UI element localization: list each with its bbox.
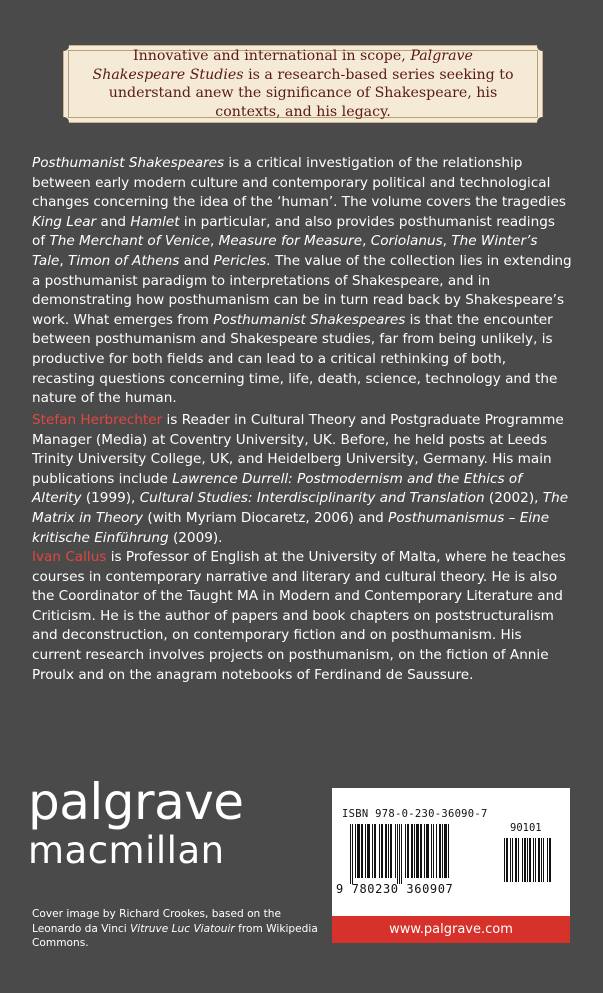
barcode-bar [433,824,434,878]
url-text: www.palgrave.com [389,922,513,937]
barcode-bar [399,824,400,884]
barcode-bar [379,824,380,878]
text-run: and [179,252,214,269]
barcode-bar [547,838,548,882]
barcode-bar [535,838,536,882]
barcode-bar [361,824,363,878]
book-description [32,154,572,409]
text-run: Cover image by Richard Crookes, based on the Leonardo da Vinci [32,908,282,935]
text-run: and [96,213,131,230]
author-bio-herbrechter [32,411,572,548]
barcode-bar [401,824,402,884]
barcode-bar [515,838,517,882]
play-title: King Lear [32,213,97,230]
text-run: . The value of the collection lies in extending a posthumanist paradigm to interpretations of Shakespeare, and in demonstrating how posthumanism can be in turn read back by Shakespeare’s work. What emerges from [32,252,572,328]
barcode-bar [357,824,360,878]
image-title: Vitruve Luc Viatouir [130,922,235,935]
box-corner-notch [59,117,69,127]
barcode-bar [426,824,429,878]
play-title: Hamlet [130,213,180,230]
series-blurb-part: Innovative and international in scope, [133,48,411,64]
barcode-bar [543,838,544,882]
barcode-bar [352,824,353,884]
work-title: Cultural Studies: Interdisciplinarity and Translation [139,490,485,507]
text-run: , [209,233,219,250]
series-name: Palgrave Shakespeare Studies [92,48,473,83]
play-title: Timon of Athens [68,252,180,269]
author-name: Ivan Callus [32,549,107,565]
barcode-bar [405,824,406,878]
play-title: Coriolanus [370,233,443,250]
publisher-logo [28,773,244,872]
work-title: The Matrix in Theory [32,490,569,526]
play-title: The Merchant of Venice [49,233,210,250]
barcode-bar [444,824,447,878]
book-title-italic: Posthumanist Shakespeares [32,155,225,171]
text-run: , [442,233,452,250]
text-run: is Reader in Cultural Theory and Postgraduate Programme Manager (Media) at Coventry University, UK. Before, he held posts at Leeds Trinity University College, UK, and Heidelberg University, Germany. His main publications include [32,412,564,487]
work-title: Posthumanismus – Eine kritische Einführung [32,509,550,546]
barcode-bar [522,838,523,882]
barcode-bar [529,838,531,882]
series-blurb-part: is a research-based series seeking to understand anew the significance of Shakespeare, his contexts, and his legacy. [108,66,514,120]
text-run: is Professor of English at the University of Malta, where he teaches courses in contemporary narrative and literary and cultural theory. He is also the Coordinator of the Taught MA in Modern and Contemporary Literature and Criticism. He is the author of papers and book chapters on poststructuralism and deconstruction, on contemporary fiction and on posthumanism. His current research involves projects on posthumanism, on the fiction of Annie Proulx and on the anagram notebooks of Ferdinand de Saussure. [32,549,566,683]
text-run: in particular, and also provides posthumanist readings of [32,213,555,250]
barcode-bar [372,824,373,878]
barcode-bar [538,838,540,882]
addon-barcode-bars [504,838,558,896]
text-run: (1999), [81,490,140,507]
barcode-bar [518,838,519,882]
barcode-bar [506,838,508,882]
barcode-bar [350,824,351,884]
barcode-bar [504,838,505,882]
series-blurb-box [63,45,543,123]
barcode-bar [541,838,542,882]
cover-image-credit [32,907,322,951]
barcode-bar [527,838,528,882]
barcode-bar [374,824,376,878]
play-title: Measure for Measure [218,233,363,250]
barcode-bar [533,838,534,882]
price-code-text: 90101 [510,822,542,834]
book-title-italic: Posthumanist Shakespeares [213,311,406,328]
barcode-bar [510,838,511,882]
barcode-bar [381,824,383,878]
barcode-bar [512,838,513,882]
play-title: The Winter’s Tale [32,233,538,269]
work-title: Lawrence Durrell: Postmodernism and the Ethics of Alterity [32,470,522,507]
barcode-bar [390,824,392,878]
text-run: (2009). [168,529,223,546]
barcode-bar [407,824,409,878]
box-corner-notch [537,117,547,127]
barcode-bar [367,824,370,878]
barcode-bar [395,824,396,878]
text-run: (2002), [484,490,543,507]
barcode-bar [414,824,415,878]
barcode-bar [424,824,425,878]
logo-line-macmillan: macmillan [28,829,225,872]
isbn-text: ISBN 978-0-230-36090-7 [342,808,488,820]
ean-digits: 9 780230 360907 [336,882,454,896]
author-bio-callus [32,548,572,685]
author-name: Stefan Herbrechter [32,412,163,428]
barcode-bar [420,824,422,878]
barcode-bar [416,824,419,878]
text-run: is a critical investigation of the relationship between early modern culture and contemporary political and technological changes concerning the idea of the ‘human’. The volume covers the tragedies [32,155,566,211]
barcode-bar [388,824,389,878]
barcode-bar [442,824,443,878]
box-corner-notch [59,41,69,51]
barcode-bar [549,838,551,882]
play-title: Pericles [213,252,267,269]
box-corner-notch [537,41,547,51]
barcode-bar [436,824,437,878]
barcode-bar [431,824,432,878]
text-run: , [59,252,69,269]
publisher-url[interactable] [332,916,570,943]
logo-line-palgrave: palgrave [28,773,244,831]
barcode-bar [524,838,526,882]
barcode-bar [411,824,413,878]
series-blurb-text [88,47,518,121]
text-run: , [362,233,371,250]
barcode-bar [365,824,366,878]
ean-barcode-bars [350,824,500,886]
text-run: from Wikipedia Commons. [32,922,318,949]
text-run: is that the encounter between posthumanism and Shakespeare studies, far from being unlikely, is productive for both fields and can lead to a critical rethinking of both, recasting questions concerning time, life, death, science, technology and the nature of the human. [32,311,558,407]
text-run: (with Myriam Diocaretz, 2006) and [143,509,389,526]
barcode-bar [448,824,449,878]
barcode-bar [385,824,387,878]
barcode-bar [355,824,356,878]
barcode-panel [332,788,570,943]
barcode-bar [439,824,441,878]
barcode-bar [397,824,398,884]
